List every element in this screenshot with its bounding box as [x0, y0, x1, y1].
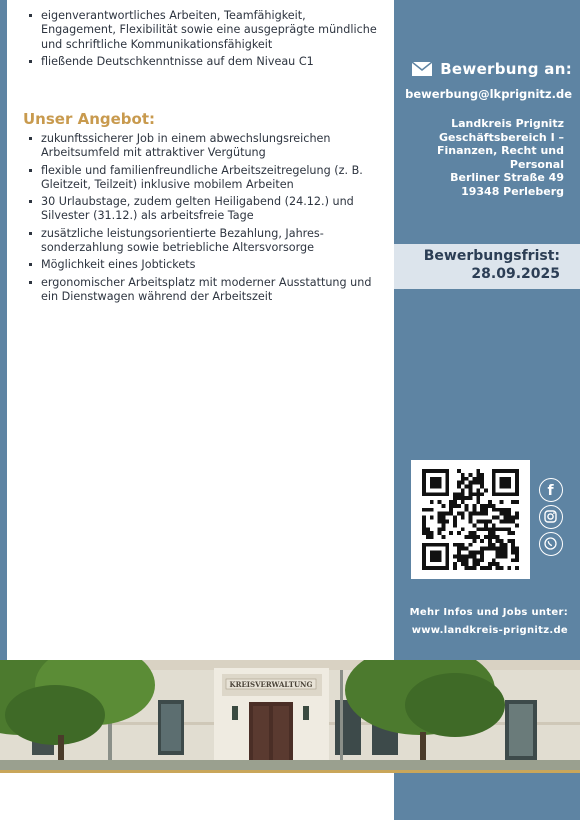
- address-line: Geschäftsbereich I –: [439, 130, 564, 144]
- address-line: Landkreis Prignitz: [451, 117, 564, 130]
- application-address: [394, 117, 564, 198]
- application-heading-text: Bewerbung an:: [440, 60, 572, 78]
- address-line: 19348 Perleberg: [461, 184, 564, 198]
- requirement-item: eigenverantwortliches Arbeiten, Teamfähigkeit, Engagement, Flexibilität sowie eine ausgeprägte mündliche und schriftliche Kommunikationsfähigkeit: [23, 9, 383, 52]
- whatsapp-icon[interactable]: [539, 532, 563, 556]
- more-info-url[interactable]: www.landkreis-prignitz.de: [411, 625, 568, 636]
- offer-list: [23, 132, 383, 307]
- offer-item: ergonomischer Arbeitsplatz mit moderner Ausstattung und ein Dienstwagen während der Arbeitszeit: [23, 276, 383, 305]
- deadline-box: [394, 244, 580, 289]
- social-icons: [539, 478, 563, 559]
- requirement-item: fließende Deutschkenntnisse auf dem Niveau C1: [23, 55, 383, 69]
- more-info: [394, 604, 568, 640]
- offer-heading: Unser Angebot:: [23, 110, 155, 128]
- building-photo: [0, 660, 580, 773]
- deadline-date: 28.09.2025: [471, 266, 560, 282]
- qr-code[interactable]: [411, 460, 530, 579]
- requirements-list: [23, 9, 383, 72]
- address-line: Berliner Straße 49: [450, 171, 564, 184]
- svg-text:f: f: [547, 483, 554, 499]
- address-line: Finanzen, Recht und: [437, 144, 564, 157]
- offer-item: 30 Urlaubstage, zudem gelten Heiligabend (24.12.) und Silvester (31.12.) als arbeitsfreie Tage: [23, 195, 383, 224]
- sidebar: [394, 0, 580, 660]
- offer-item: Möglichkeit eines Jobtickets: [23, 258, 383, 272]
- building-sign: KREISVERWALTUNG: [229, 680, 313, 689]
- more-info-label: Mehr Infos und Jobs unter:: [409, 607, 568, 618]
- bottom-panel: [0, 773, 394, 820]
- instagram-icon[interactable]: [539, 505, 563, 529]
- offer-item: zusätzliche leistungsorientierte Bezahlung, Jahres-sonderzahlung sowie betriebliche Altersvorsorge: [23, 227, 383, 256]
- envelope-icon: [412, 62, 432, 80]
- offer-item: zukunftssicherer Job in einem abwechslungsreichen Arbeitsumfeld mit attraktiver Vergütung: [23, 132, 383, 161]
- main-content-panel: [7, 0, 394, 660]
- application-email-link[interactable]: bewerbung@lkprignitz.de: [405, 87, 572, 101]
- offer-item: flexible und familienfreundliche Arbeitszeitregelung (z. B. Gleitzeit, Teilzeit) inklusive mobilem Arbeiten: [23, 164, 383, 193]
- address-line: Personal: [509, 157, 564, 171]
- application-heading: [394, 60, 572, 80]
- deadline-label: Bewerbungsfrist:: [423, 248, 560, 264]
- facebook-icon[interactable]: [539, 478, 563, 502]
